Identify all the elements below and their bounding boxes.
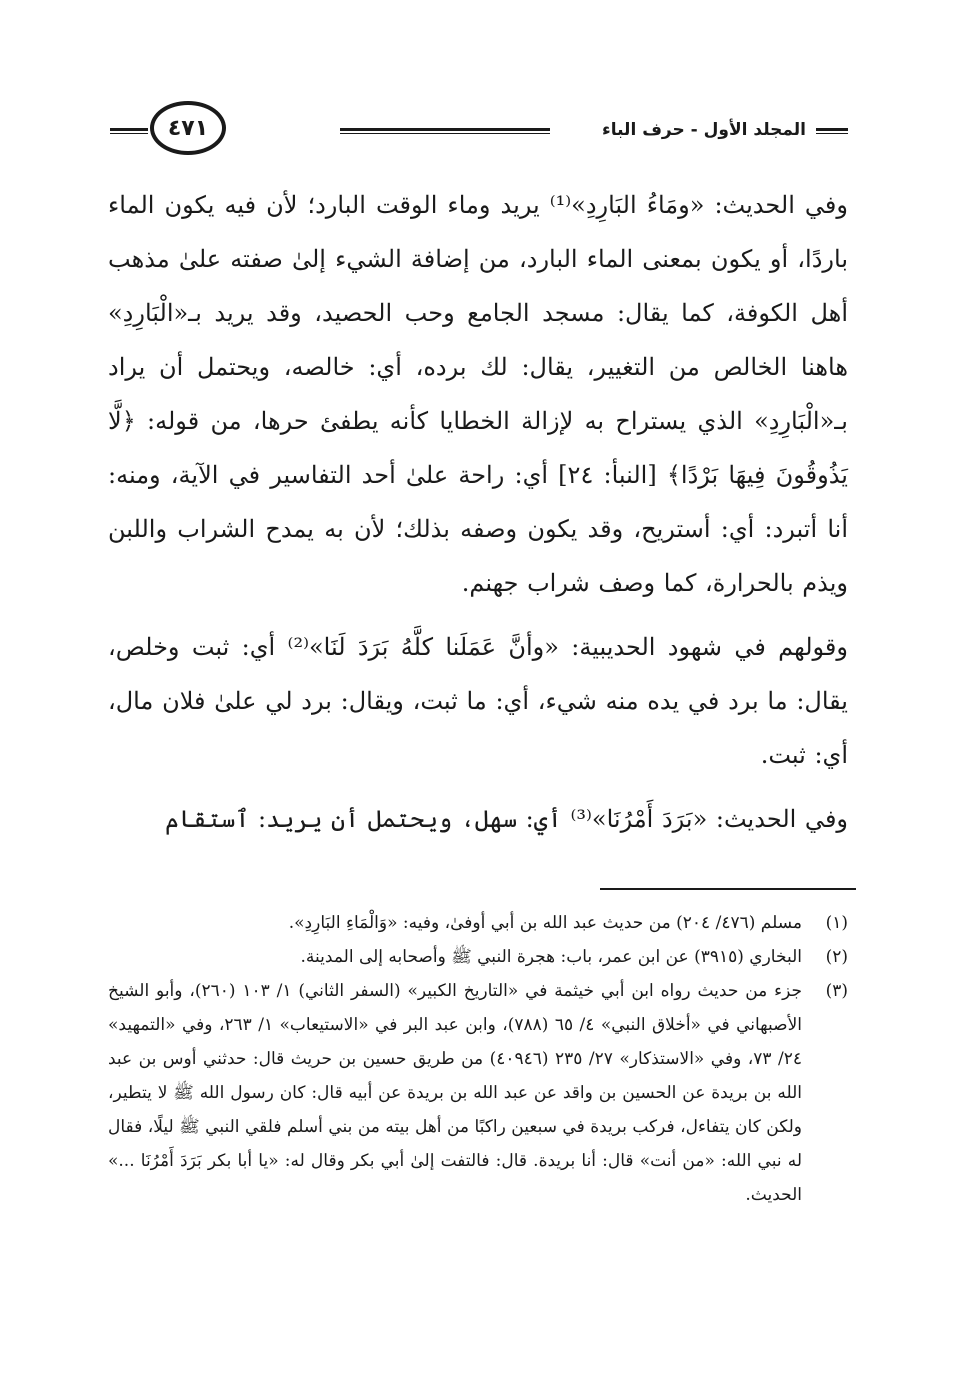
header-rule-right	[816, 128, 848, 134]
page-number-badge: ٤٧١	[150, 101, 226, 155]
footnote-text: البخاري (٣٩١٥) عن ابن عمر، باب: هجرة النبي ﷺ وأصحابه إلى المدينة.	[300, 947, 802, 967]
main-text	[108, 178, 848, 856]
paragraph: وقولهم في شهود الحديبية: «وأنَّ عَمَلَنا كلَّهُ بَرَدَ لَنَا»⁽²⁾ أي: ثبت وخلص، يقال: ما برد في يده منه شيء، أي: ما ثبت، ويقال: برد لي علىٰ فلان مال، أي: ثبت.	[108, 633, 848, 769]
footnote-text: مسلم (٤٧٦/ ٢٠٤) من حديث عبد الله بن أبي أوفىٰ، وفيه: «وَالْمَاءِ البَارِدِ».	[288, 913, 802, 933]
paragraph: وفي الحديث: «بَرَدَ أَمْرُنَا»⁽³⁾ أي: سهل، ويحتمل أن يريد: ٱستقام	[165, 805, 848, 833]
footnote-marker: (٢)	[825, 947, 848, 967]
footnote-marker: (١)	[825, 913, 848, 933]
running-header	[110, 98, 848, 168]
header-rule-middle	[340, 128, 550, 134]
footnote-text: جزء من حديث رواه ابن أبي خيثمة في «التاريخ الكبير» (السفر الثاني) ١/ ١٠٣ (٢٦٠)، وأبو الشيخ الأصبهاني في «أخلاق النبي» ٤/ ٦٥ (٧٨٨)، وابن عبد البر في «الاستيعاب» ١/ ٢٦٣، وفي «التمهيد» ٢٤/ ٧٣، وفي «الاستذكار» ٢٧/ ٢٣٥ (٤٠٩٤٦) من طريق حسين بن حريث قال: حدثني أوس بن عبد الله بن بريدة عن الحسين بن واقد عن عبد الله بن بريدة عن أبيه قال: كان رسول الله ﷺ لا يتطير، ولكن كان يتفاءل، فركب بريدة في سبعين راكبًا من أهل بيته من بني أسلم فلقي النبي ﷺ ليلًا، فقال له نبي الله: «من أنت» قال: أنا بريدة. قال: فالتفت إلىٰ أبي بكر وقال له: «يا أبا بكر بَرَدَ أَمْرُنَا ...» الحديث.	[108, 981, 803, 1205]
footnote-marker: (٣)	[825, 981, 848, 1001]
chapter-title: المجلد الأول - حرف الباء	[602, 120, 806, 140]
footnotes	[108, 906, 848, 1212]
footnote	[108, 940, 848, 974]
footnote	[108, 974, 848, 1212]
paragraph: وفي الحديث: «ومَاءُ البَارِدِ»⁽¹⁾ يريد وماء الوقت البارد؛ لأن فيه يكون الماء باردًا، أو يكون بمعنى الماء البارد، من إضافة الشيء إلىٰ صفته علىٰ مذهب أهل الكوفة، كما يقال: مسجد الجامع وحب الحصيد، وقد يريد بـ«الْبَارِدِ» هاهنا الخالص من التغيير، يقال: لك برده، أي: خالصه، ويحتمل أن يراد بـ«الْبَارِدِ» الذي يستراح به لإزالة الخطايا كأنه يطفئ حرها، من قوله: ﴿لَّا يَذُوقُونَ فِيهَا بَرْدًا﴾ [النبأ: ٢٤] أي: راحة علىٰ أحد التفاسير في الآية، ومنه: أنا أتبرد: أي: أستريح، وقد يكون وصفه بذلك؛ لأن به يمدح الشراب واللبن ويذم بالحرارة، كما وصف شراب جهنم.	[108, 191, 848, 597]
footnote-separator	[600, 888, 856, 890]
footnote	[108, 906, 848, 940]
header-rule-left	[110, 128, 148, 134]
